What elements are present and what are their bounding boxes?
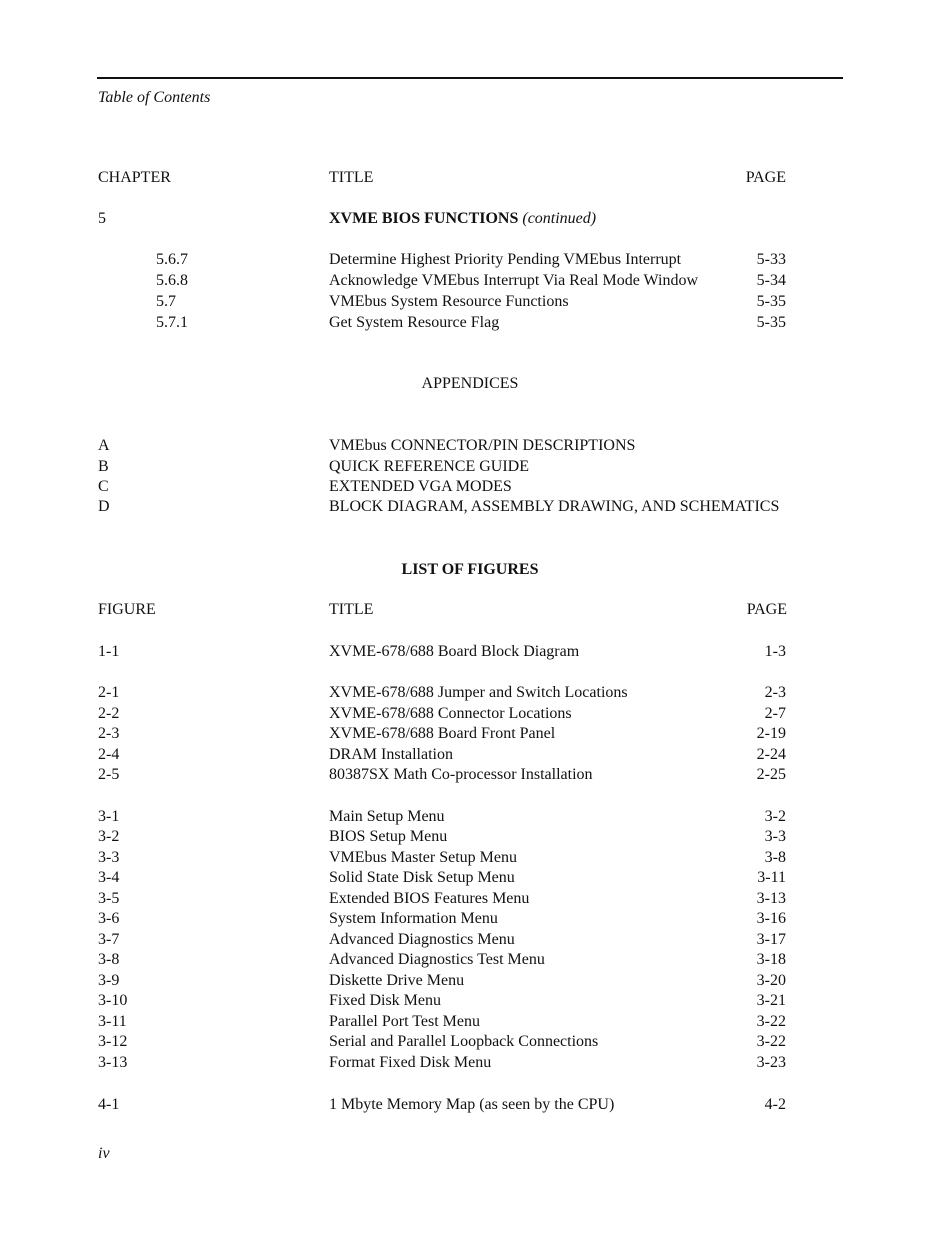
figure-title: Solid State Disk Setup Menu bbox=[329, 869, 515, 886]
figure-title: Fixed Disk Menu bbox=[329, 992, 441, 1009]
figure-title: System Information Menu bbox=[329, 910, 498, 927]
figure-number: 3-13 bbox=[98, 1054, 128, 1071]
figure-title: Advanced Diagnostics Test Menu bbox=[329, 951, 545, 968]
figure-page: 1-3 bbox=[764, 643, 786, 660]
figure-number: 2-2 bbox=[98, 705, 120, 722]
figure-number: 2-1 bbox=[98, 684, 120, 701]
figure-number: 2-4 bbox=[98, 746, 120, 763]
chapter-title bbox=[329, 211, 596, 227]
title-column-heading: TITLE bbox=[329, 169, 374, 186]
figure-page: 3-17 bbox=[756, 931, 786, 948]
figure-title: Format Fixed Disk Menu bbox=[329, 1054, 492, 1071]
figure-page: 2-7 bbox=[764, 705, 786, 722]
appendix-title: QUICK REFERENCE GUIDE bbox=[329, 458, 529, 475]
toc-entry-title: VMEbus System Resource Functions bbox=[329, 293, 569, 310]
figure-page: 3-11 bbox=[757, 869, 786, 886]
figure-page: 3-22 bbox=[756, 1033, 786, 1050]
figure-number: 2-3 bbox=[98, 725, 120, 742]
figure-number: 3-8 bbox=[98, 951, 120, 968]
figure-page: 3-20 bbox=[756, 972, 786, 989]
figure-number: 3-6 bbox=[98, 910, 120, 927]
figure-title: Main Setup Menu bbox=[329, 808, 445, 825]
figure-number: 3-11 bbox=[98, 1013, 127, 1030]
figure-page: 3-3 bbox=[764, 828, 786, 845]
toc-entry-number: 5.7 bbox=[156, 293, 176, 310]
toc-entry-page: 5-35 bbox=[756, 293, 786, 310]
appendix-title: VMEbus CONNECTOR/PIN DESCRIPTIONS bbox=[329, 437, 636, 454]
figure-column-heading: FIGURE bbox=[98, 601, 156, 618]
figure-title: XVME-678/688 Connector Locations bbox=[329, 705, 572, 722]
figure-number: 1-1 bbox=[98, 643, 120, 660]
toc-entry-title: Determine Highest Priority Pending VMEbus Interrupt bbox=[329, 251, 682, 268]
figure-number: 3-9 bbox=[98, 972, 120, 989]
figure-number: 3-5 bbox=[98, 890, 120, 907]
figure-page: 3-16 bbox=[756, 910, 786, 927]
toc-entry-page: 5-34 bbox=[756, 272, 786, 289]
figure-page: 3-21 bbox=[756, 992, 786, 1009]
figures-heading: LIST OF FIGURES bbox=[401, 561, 539, 578]
page-number: iv bbox=[98, 1145, 110, 1162]
toc-entry-title: Acknowledge VMEbus Interrupt Via Real Mode Window bbox=[329, 272, 698, 289]
figure-number: 3-12 bbox=[98, 1033, 128, 1050]
figure-title: Diskette Drive Menu bbox=[329, 972, 465, 989]
figure-page: 3-2 bbox=[764, 808, 786, 825]
page-column-heading: PAGE bbox=[745, 169, 786, 186]
figure-title: BIOS Setup Menu bbox=[329, 828, 448, 845]
figure-number: 3-1 bbox=[98, 808, 120, 825]
figure-page: 3-22 bbox=[756, 1013, 786, 1030]
figure-page: 3-8 bbox=[764, 849, 786, 866]
figure-title: XVME-678/688 Board Front Panel bbox=[329, 725, 556, 742]
header-rule bbox=[97, 77, 843, 79]
figure-title-column-heading: TITLE bbox=[329, 601, 374, 618]
appendix-letter: A bbox=[98, 437, 110, 454]
figure-title: XVME-678/688 Jumper and Switch Locations bbox=[329, 684, 628, 701]
figure-number: 4-1 bbox=[98, 1096, 120, 1113]
figure-number: 3-2 bbox=[98, 828, 120, 845]
figure-title: Serial and Parallel Loopback Connections bbox=[329, 1033, 599, 1050]
chapter-title-text: XVME BIOS FUNCTIONS bbox=[329, 210, 519, 227]
toc-entry-page: 5-35 bbox=[756, 314, 786, 331]
figure-page: 2-25 bbox=[756, 766, 786, 783]
figure-title: Advanced Diagnostics Menu bbox=[329, 931, 515, 948]
figure-page-column-heading: PAGE bbox=[746, 601, 787, 618]
figure-title: VMEbus Master Setup Menu bbox=[329, 849, 517, 866]
appendices-heading: APPENDICES bbox=[421, 375, 519, 392]
figure-title: Parallel Port Test Menu bbox=[329, 1013, 481, 1030]
appendix-letter: B bbox=[98, 458, 109, 475]
appendix-title: BLOCK DIAGRAM, ASSEMBLY DRAWING, AND SCHEMATICS bbox=[329, 498, 780, 515]
figure-page: 3-23 bbox=[756, 1054, 786, 1071]
chapter-number: 5 bbox=[98, 210, 106, 227]
toc-entry-number: 5.7.1 bbox=[156, 314, 188, 331]
running-title: Table of Contents bbox=[98, 89, 211, 106]
appendix-title: EXTENDED VGA MODES bbox=[329, 478, 512, 495]
appendix-letter: D bbox=[98, 498, 110, 515]
figure-page: 3-18 bbox=[756, 951, 786, 968]
toc-entry-number: 5.6.8 bbox=[156, 272, 188, 289]
chapter-column-heading: CHAPTER bbox=[98, 169, 171, 186]
figure-number: 3-7 bbox=[98, 931, 120, 948]
figure-title: 1 Mbyte Memory Map (as seen by the CPU) bbox=[329, 1096, 615, 1113]
chapter-title-suffix: (continued) bbox=[522, 210, 597, 227]
figure-title: DRAM Installation bbox=[329, 746, 453, 763]
toc-entry-page: 5-33 bbox=[756, 251, 786, 268]
figure-number: 2-5 bbox=[98, 766, 120, 783]
figure-page: 2-24 bbox=[756, 746, 786, 763]
figure-page: 3-13 bbox=[756, 890, 786, 907]
figure-number: 3-4 bbox=[98, 869, 120, 886]
figure-page: 2-19 bbox=[756, 725, 786, 742]
figure-page: 2-3 bbox=[764, 684, 786, 701]
figure-number: 3-10 bbox=[98, 992, 128, 1009]
toc-entry-number: 5.6.7 bbox=[156, 251, 188, 268]
figure-title: 80387SX Math Co-processor Installation bbox=[329, 766, 593, 783]
figure-title: Extended BIOS Features Menu bbox=[329, 890, 530, 907]
figure-number: 3-3 bbox=[98, 849, 120, 866]
figure-title: XVME-678/688 Board Block Diagram bbox=[329, 643, 580, 660]
appendix-letter: C bbox=[98, 478, 109, 495]
figure-page: 4-2 bbox=[764, 1096, 786, 1113]
toc-entry-title: Get System Resource Flag bbox=[329, 314, 500, 331]
